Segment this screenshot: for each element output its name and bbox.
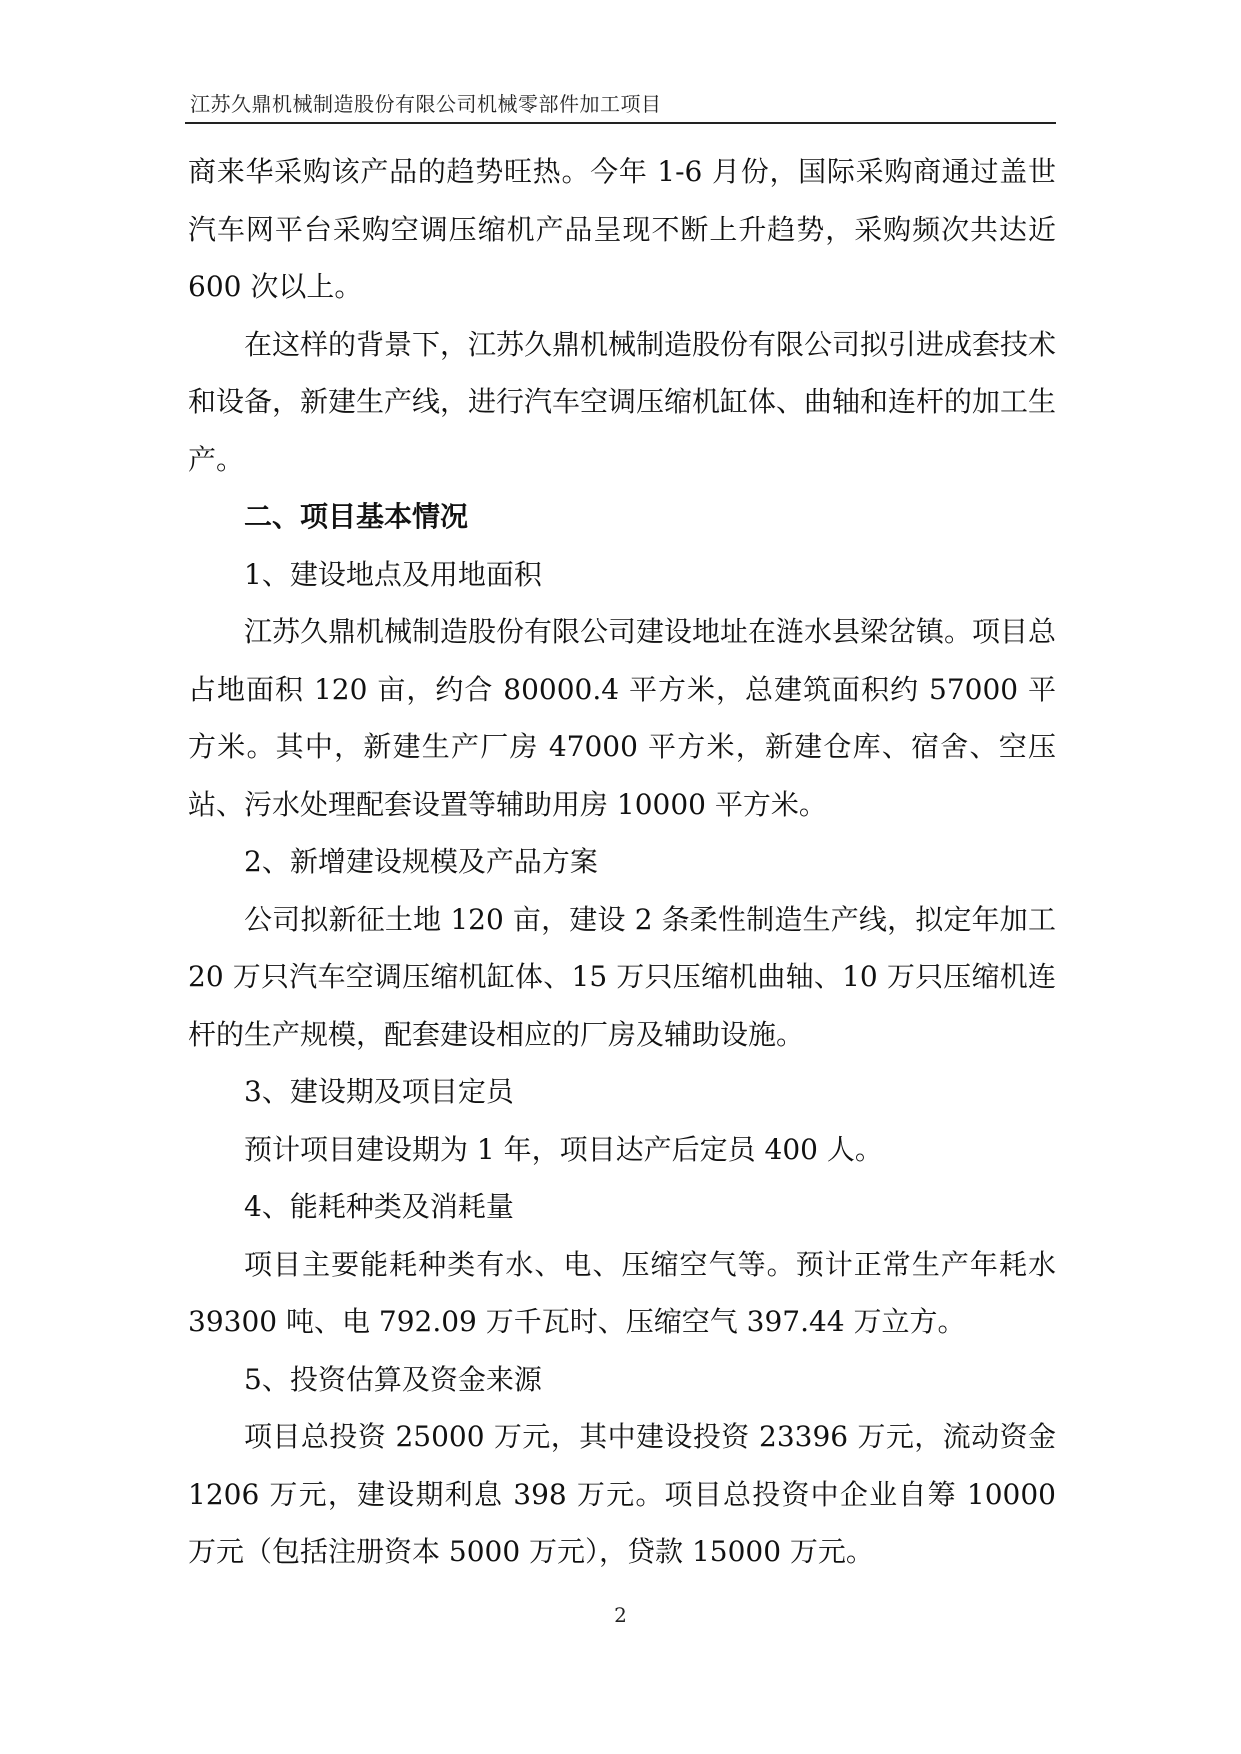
page-number: 2 bbox=[614, 1603, 627, 1627]
section-heading-project-overview: 二、项目基本情况 bbox=[244, 500, 469, 533]
body-paragraph-scale: 公司拟新征土地 120 亩，建设 2 条柔性制造生产线，拟定年加工 20 万只汽车空调压缩机缸体、15 万只压缩机曲轴、10 万只压缩机连杆的生产规模，配套建设相应的厂房及辅助设施。 bbox=[188, 902, 1056, 1051]
subheading-scale-products: 2、新增建设规模及产品方案 bbox=[244, 845, 598, 878]
subheading-location-area: 1、建设地点及用地面积 bbox=[244, 557, 542, 591]
body-paragraph-investment: 项目总投资 25000 万元，其中建设投资 23396 万元，流动资金 1206 万元，建设期利息 398 万元。项目总投资中企业自筹 10000 万元（包括注册资本 5000 万元），贷款 15000 万元。 bbox=[188, 1420, 1056, 1568]
body-paragraph-continuation: 商来华采购该产品的趋势旺热。今年 1-6 月份，国际采购商通过盖世汽车网平台采购空调压缩机产品呈现不断上升趋势，采购频次共达近 600 次以上。 bbox=[188, 155, 1056, 303]
body-paragraph-background: 在这样的背景下，江苏久鼎机械制造股份有限公司拟引进成套技术和设备，新建生产线，进行汽车空调压缩机缸体、曲轴和连杆的加工生产。 bbox=[188, 327, 1057, 476]
subheading-energy: 4、能耗种类及消耗量 bbox=[244, 1190, 514, 1223]
body-paragraph-energy: 项目主要能耗种类有水、电、压缩空气等。预计正常生产年耗水 39300 吨、电 792.09 万千瓦时、压缩空气 397.44 万立方。 bbox=[188, 1247, 1056, 1338]
header-divider bbox=[185, 122, 1056, 124]
document-body bbox=[188, 143, 1056, 1581]
body-paragraph-period: 预计项目建设期为 1 年，项目达产后定员 400 人。 bbox=[244, 1132, 883, 1166]
body-paragraph-location: 江苏久鼎机械制造股份有限公司建设地址在涟水县梁岔镇。项目总占地面积 120 亩，约合 80000.4 平方米，总建筑面积约 57000 平方米。其中，新建生产厂房 47000 平方米，新建仓库、宿舍、空压站、污水处理配套设置等辅助用房 10000 平方米。 bbox=[188, 615, 1057, 821]
subheading-investment: 5、投资估算及资金来源 bbox=[244, 1362, 542, 1396]
subheading-period-staffing: 3、建设期及项目定员 bbox=[244, 1075, 514, 1108]
page-header-title: 江苏久鼎机械制造股份有限公司机械零部件加工项目 bbox=[190, 92, 662, 116]
